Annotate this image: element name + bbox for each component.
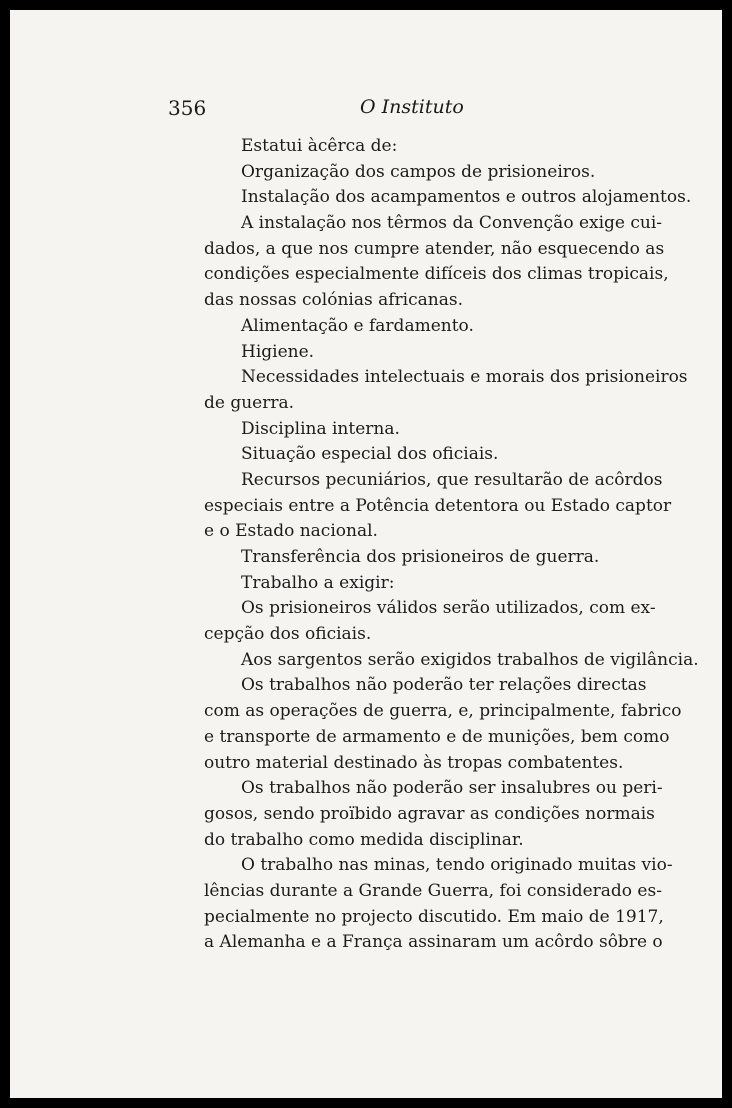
page-header <box>10 88 722 118</box>
text-line: Os prisioneiros válidos serão utilizados, com ex- <box>241 598 656 619</box>
text-line: das nossas colónias africanas. <box>204 290 463 311</box>
text-line: e o Estado nacional. <box>204 521 378 542</box>
text-line: Instalação dos acampamentos e outros alojamentos. <box>241 187 692 208</box>
text-line: a Alemanha e a França assinaram um acôrdo sôbre o <box>204 932 663 953</box>
text-line: Necessidades intelectuais e morais dos prisioneiros <box>241 367 688 388</box>
text-line: especiais entre a Potência detentora ou Estado captor <box>204 495 672 516</box>
text-line: Transferência dos prisioneiros de guerra. <box>241 547 600 567</box>
book-page <box>10 10 722 1098</box>
text-line: Situação especial dos oficiais. <box>241 444 499 465</box>
text-line: com as operações de guerra, e, principalmente, fabrico <box>204 701 682 722</box>
text-line: Higiene. <box>241 341 315 362</box>
text-line: condições especialmente difíceis dos climas tropicais, <box>204 264 669 285</box>
text-line: Estatui àcêrca de: <box>241 136 398 156</box>
text-line: gosos, sendo proïbido agravar as condições normais <box>204 803 655 824</box>
text-line: A instalação nos têrmos da Convenção exige cui- <box>241 213 663 234</box>
text-line: O trabalho nas minas, tendo originado muitas vio- <box>241 855 673 876</box>
text-line: pecialmente no projecto discutido. Em maio de 1917, <box>204 906 664 927</box>
text-line: Disciplina interna. <box>241 418 400 439</box>
text-line: do trabalho como medida disciplinar. <box>204 829 524 850</box>
text-line: Recursos pecuniários, que resultarão de acôrdos <box>241 469 663 490</box>
text-line: dados, a que nos cumpre atender, não esquecendo as <box>204 238 665 259</box>
text-line: de guerra. <box>204 392 295 413</box>
page-number: 356 <box>168 96 207 120</box>
text-line: Aos sargentos serão exigidos trabalhos de vigilância. <box>241 649 699 670</box>
text-line: Os trabalhos não poderão ter relações directas <box>241 675 647 696</box>
text-line: Alimentação e fardamento. <box>241 315 474 336</box>
text-line: Trabalho a exigir: <box>241 572 395 593</box>
running-title: O Instituto <box>360 96 464 118</box>
text-line: Os trabalhos não poderão ser insalubres ou peri- <box>241 778 663 799</box>
text-line: Organização dos campos de prisioneiros. <box>241 161 596 182</box>
text-line: e transporte de armamento e de munições, bem como <box>204 726 670 747</box>
text-line: lências durante a Grande Guerra, foi considerado es- <box>204 880 662 901</box>
text-line: outro material destinado às tropas combatentes. <box>204 752 624 773</box>
text-line: cepção dos oficiais. <box>204 624 372 645</box>
body-text <box>204 134 699 956</box>
